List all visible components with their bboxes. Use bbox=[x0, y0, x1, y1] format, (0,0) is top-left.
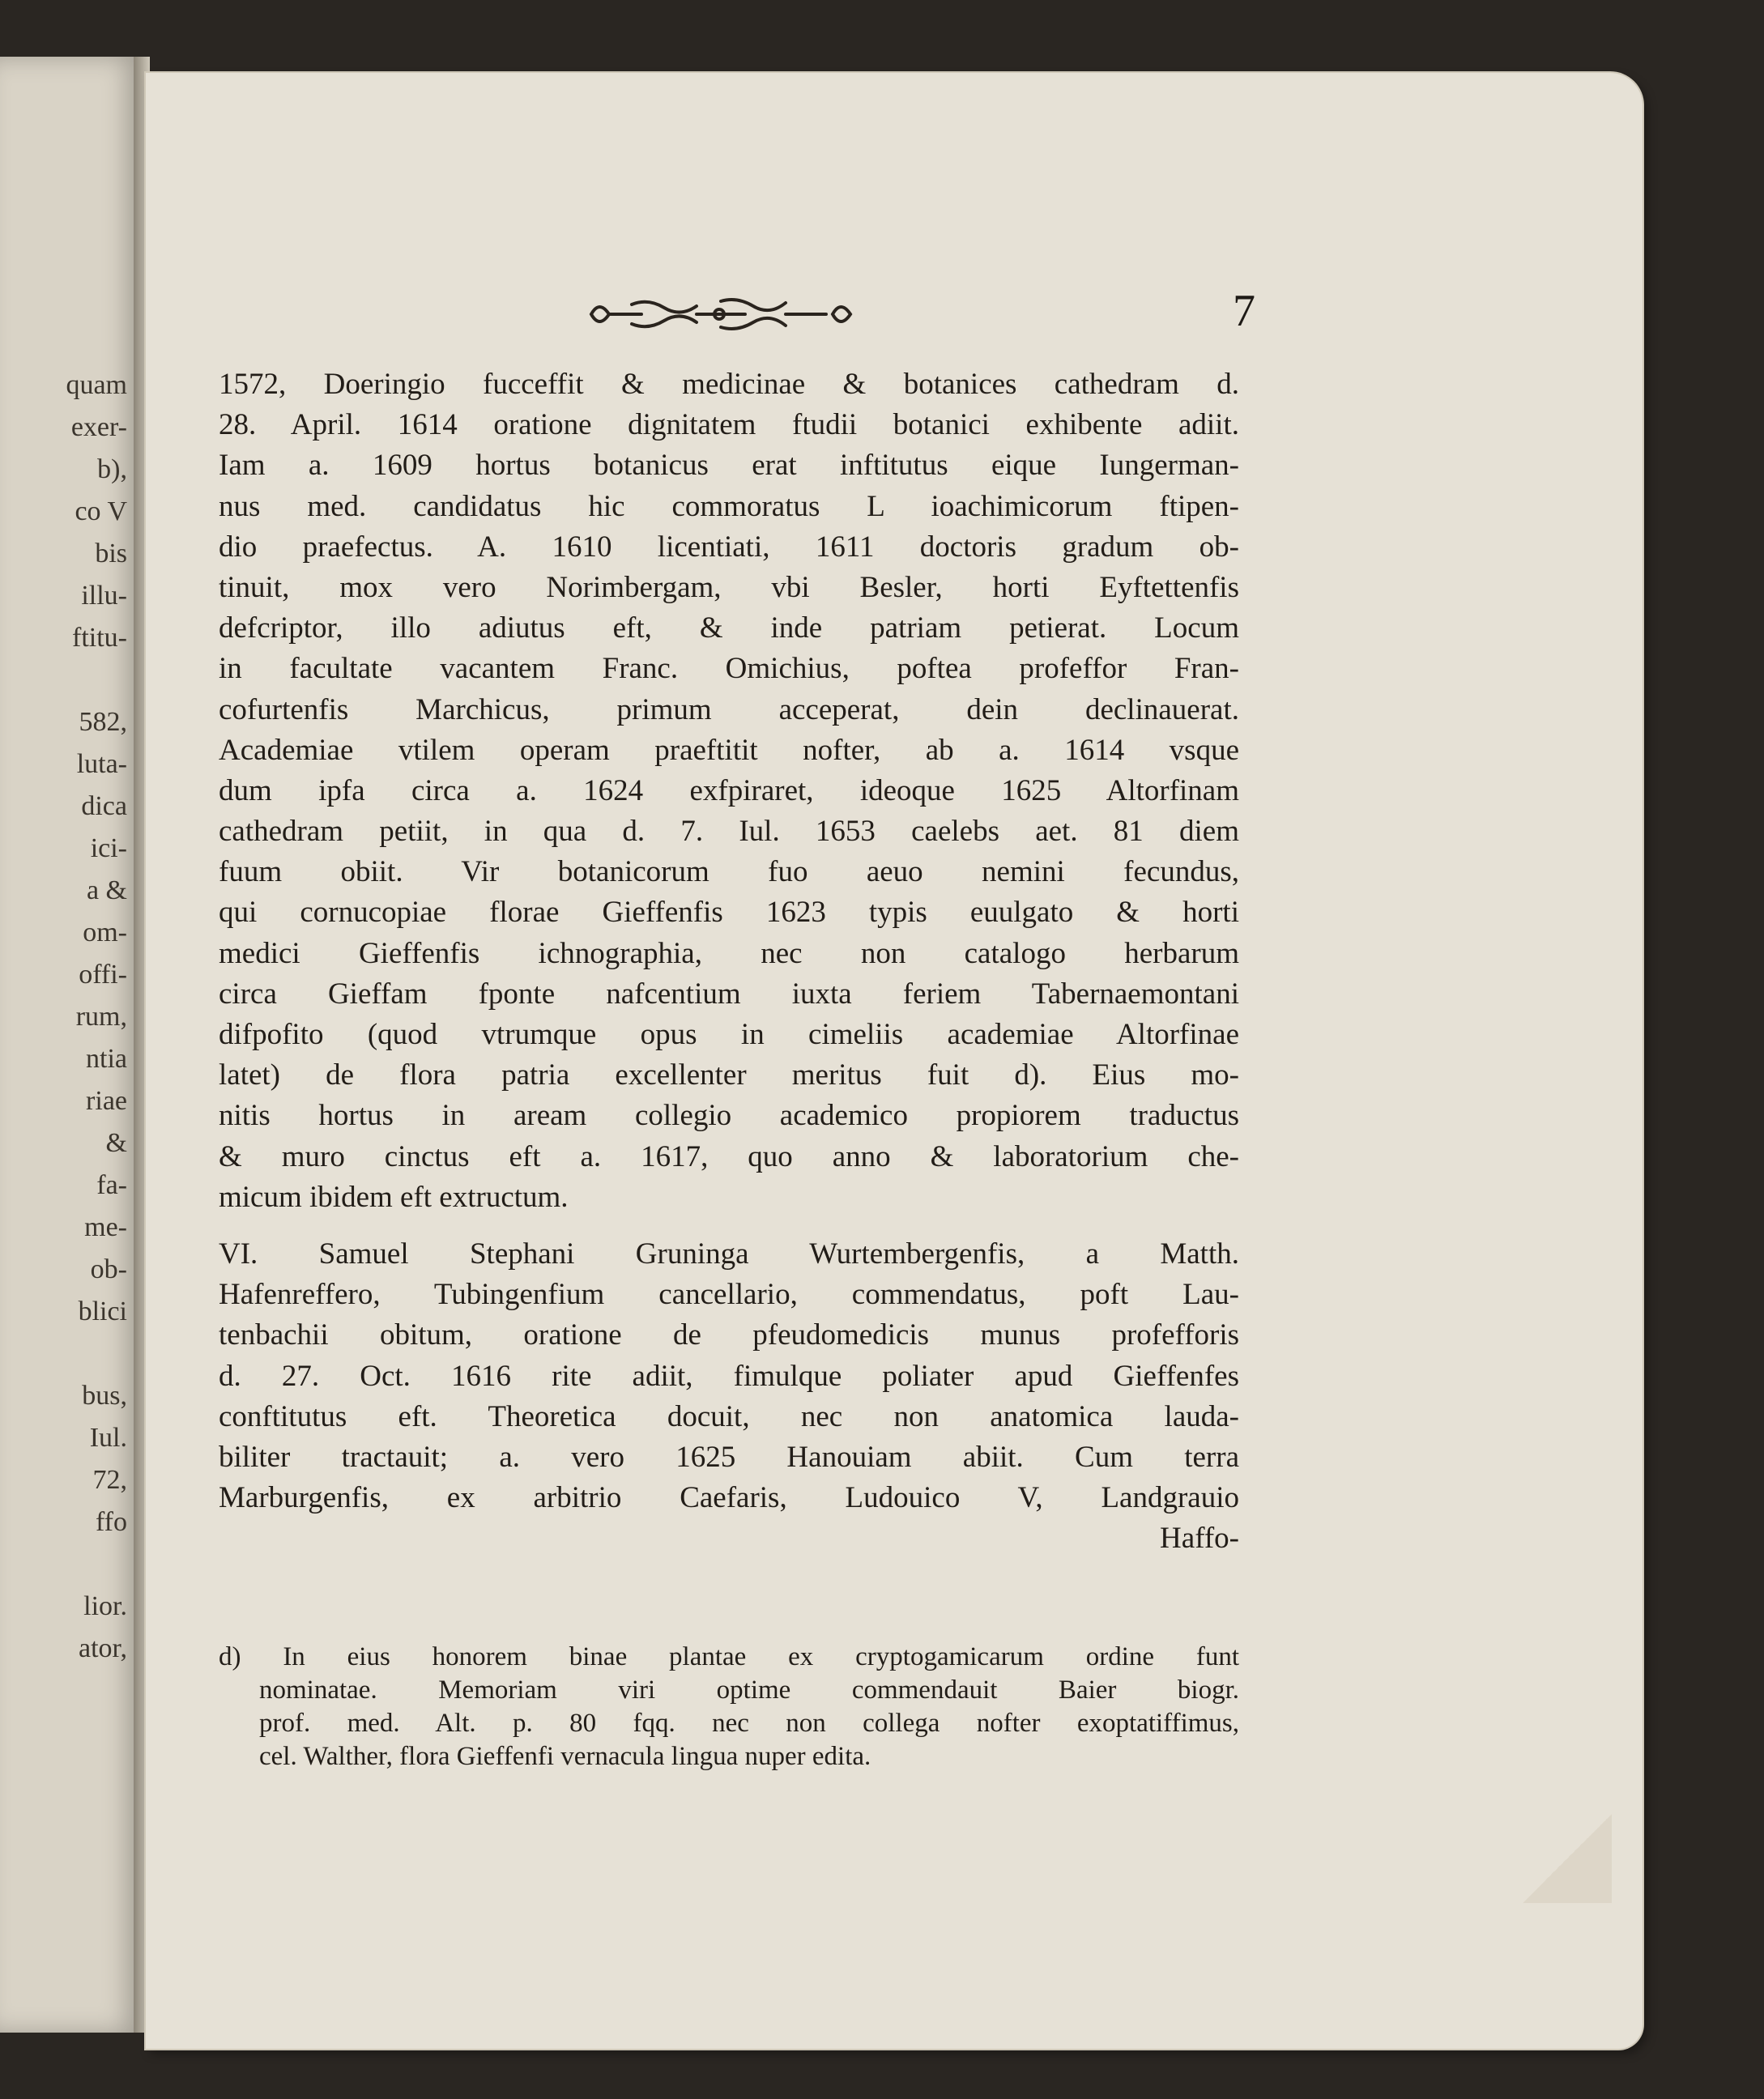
ornament-icon bbox=[575, 290, 867, 338]
book-page bbox=[146, 73, 1643, 2049]
text-line: dum ipfa circa a. 1624 exfpiraret, ideoque 1625 Altorfinam bbox=[219, 773, 1239, 807]
facing-page-margin-text bbox=[6, 364, 127, 1670]
text-line: & muro cinctus eft a. 1617, quo anno & laboratorium che- bbox=[219, 1139, 1239, 1173]
text-line: Iam a. 1609 hortus botanicus erat inftitutus eique Iungerman- bbox=[219, 449, 1239, 483]
text-line: fuum obiit. Vir botanicorum fuo aeuo nemini fecundus, bbox=[219, 855, 1239, 889]
text-line: tinuit, mox vero Norimbergam, vbi Besler, horti Eyftettenfis bbox=[219, 570, 1239, 604]
text-line: in facultate vacantem Franc. Omichius, poftea profeffor Fran- bbox=[219, 652, 1239, 686]
text-line: Hafenreffero, Tubingenfium cancellario, commendatus, poft Lau- bbox=[219, 1278, 1239, 1312]
margin-fragment: b), bbox=[97, 454, 127, 484]
text-line: micum ibidem eft extructum. bbox=[219, 1180, 569, 1214]
margin-fragment: me- bbox=[84, 1212, 127, 1242]
margin-fragment: bis bbox=[95, 539, 127, 568]
text-line: difpofito (quod vtrumque opus in cimeliis academiae Altorfinae bbox=[219, 1018, 1239, 1051]
footnote-line: cel. Walther, flora Gieffenfi vernacula lingua nuper edita. bbox=[259, 1742, 871, 1771]
text-line: circa Gieffam fponte nafcentium iuxta feriem Tabernaemontani bbox=[219, 977, 1239, 1011]
text-line: dio praefectus. A. 1610 licentiati, 1611 doctoris gradum ob- bbox=[219, 530, 1239, 564]
margin-fragment: rum, bbox=[75, 1002, 127, 1032]
text-line: defcriptor, illo adiutus eft, & inde patriam petierat. Locum bbox=[219, 611, 1239, 645]
margin-fragment: blici bbox=[78, 1296, 127, 1326]
text-line: biliter tractauit; a. vero 1625 Hanouiam abiit. Cum terra bbox=[219, 1440, 1239, 1474]
footnote bbox=[219, 1641, 1239, 1773]
margin-fragment: luta- bbox=[76, 749, 127, 779]
text-line: Marburgenfis, ex arbitrio Caefaris, Ludouico V, Landgrauio bbox=[219, 1481, 1239, 1515]
margin-fragment: bus, bbox=[82, 1381, 127, 1411]
margin-fragment: ftitu- bbox=[72, 623, 127, 653]
margin-fragment: 72, bbox=[92, 1465, 127, 1495]
footnote-line: nominatae. Memoriam viri optime commendauit Baier biogr. bbox=[259, 1675, 1239, 1705]
text-line: VI. Samuel Stephani Gruninga Wurtembergenfis, a Matth. bbox=[219, 1237, 1239, 1271]
facing-page bbox=[0, 57, 142, 2033]
text-line: cofurtenfis Marchicus, primum acceperat, dein declinauerat. bbox=[219, 692, 1239, 726]
margin-fragment: quam bbox=[66, 370, 127, 400]
margin-fragment: riae bbox=[86, 1086, 127, 1116]
margin-fragment: dica bbox=[81, 791, 127, 821]
margin-fragment bbox=[6, 1333, 127, 1375]
text-line: 28. April. 1614 oratione dignitatem ftudii botanici exhibente adiit. bbox=[219, 408, 1239, 442]
text-line: qui cornucopiae florae Gieffenfis 1623 typis euulgato & horti bbox=[219, 896, 1239, 930]
page-number: 7 bbox=[1233, 286, 1255, 336]
margin-fragment: ici- bbox=[90, 833, 127, 863]
main-text-block bbox=[219, 364, 1239, 1559]
margin-fragment: ob- bbox=[90, 1254, 127, 1284]
margin-fragment: om- bbox=[83, 918, 127, 947]
margin-fragment: Iul. bbox=[89, 1423, 127, 1453]
text-line: d. 27. Oct. 1616 rite adiit, fimulque poliater apud Gieffenfes bbox=[219, 1359, 1239, 1393]
margin-fragment: ntia bbox=[86, 1044, 127, 1074]
text-line: nitis hortus in aream collegio academico propiorem traductus bbox=[219, 1099, 1239, 1133]
margin-fragment: ffo bbox=[95, 1507, 127, 1537]
margin-fragment: ator, bbox=[79, 1633, 127, 1663]
page-fold-corner bbox=[1523, 1814, 1612, 1903]
text-line: medici Gieffenfis ichnographia, nec non catalogo herbarum bbox=[219, 936, 1239, 970]
margin-fragment bbox=[6, 659, 127, 701]
text-line: nus med. candidatus hic commoratus L ioachimicorum ftipen- bbox=[219, 489, 1239, 523]
margin-fragment: lior. bbox=[83, 1591, 127, 1621]
text-line: latet) de flora patria excellenter meritus fuit d). Eius mo- bbox=[219, 1058, 1239, 1092]
footnote-line: prof. med. Alt. p. 80 fqq. nec non collega nofter exoptatiffimus, bbox=[259, 1709, 1239, 1738]
margin-fragment: & bbox=[105, 1128, 127, 1158]
text-line: Academiae vtilem operam praeftitit nofter, ab a. 1614 vsque bbox=[219, 733, 1239, 767]
text-line: tenbachii obitum, oratione de pfeudomedicis munus profefforis bbox=[219, 1318, 1239, 1352]
catchword: Haffo- bbox=[1160, 1522, 1239, 1556]
text-line: cathedram petiit, in qua d. 7. Iul. 1653 caelebs aet. 81 diem bbox=[219, 815, 1239, 849]
margin-fragment bbox=[6, 1543, 127, 1586]
text-line: conftitutus eft. Theoretica docuit, nec non anatomica lauda- bbox=[219, 1399, 1239, 1433]
text-line: 1572, Doeringio fucceffit & medicinae & botanices cathedram d. bbox=[219, 368, 1239, 401]
margin-fragment: offi- bbox=[79, 960, 127, 990]
margin-fragment: exer- bbox=[70, 412, 127, 442]
margin-fragment: co V bbox=[75, 496, 127, 526]
margin-fragment: fa- bbox=[96, 1170, 127, 1200]
margin-fragment: 582, bbox=[79, 707, 127, 737]
footnote-line: d) In eius honorem binae plantae ex cryptogamicarum ordine funt bbox=[219, 1642, 1239, 1671]
margin-fragment: a & bbox=[86, 875, 127, 905]
margin-fragment: illu- bbox=[81, 581, 127, 611]
